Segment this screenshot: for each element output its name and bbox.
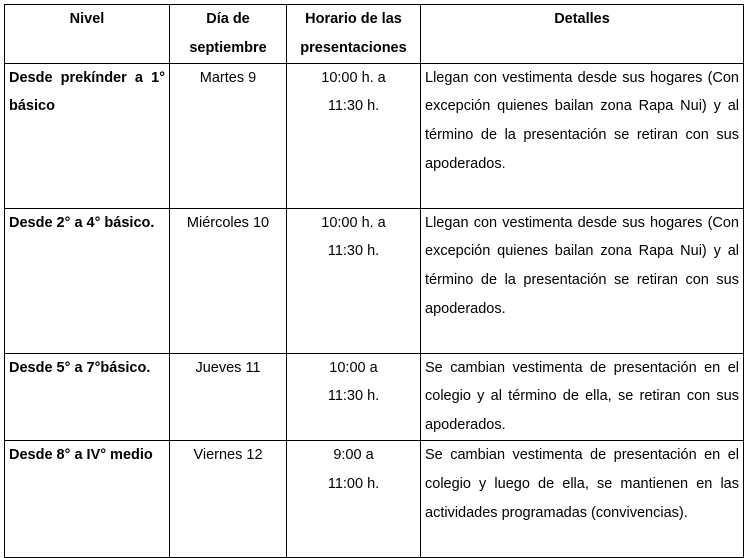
- cell-dia: Jueves 11: [170, 353, 287, 440]
- schedule-table: [4, 4, 744, 558]
- schedule-table-container: [4, 4, 744, 558]
- header-row: [5, 5, 744, 64]
- cell-horario: 10:00 a 11:30 h.: [287, 353, 421, 440]
- cell-detalles: Se cambian vestimenta de presentación en el colegio y al término de ella, se retiran con sus apoderados.: [421, 353, 744, 440]
- header-dia: Día de septiembre: [170, 5, 287, 64]
- cell-nivel: Desde 8° a IV° medio: [5, 440, 170, 557]
- table-row: [5, 353, 744, 440]
- cell-horario: 9:00 a 11:00 h.: [287, 440, 421, 557]
- cell-detalles: Llegan con vestimenta desde sus hogares (Con excepción quienes bailan zona Rapa Nui) y al término de la presentación se retiran con sus apoderados.: [421, 208, 744, 353]
- table-row: [5, 63, 744, 208]
- cell-nivel: Desde prekínder a 1° básico: [5, 63, 170, 208]
- table-row: [5, 208, 744, 353]
- cell-dia: Miércoles 10: [170, 208, 287, 353]
- cell-dia: Viernes 12: [170, 440, 287, 557]
- cell-horario: 10:00 h. a 11:30 h.: [287, 208, 421, 353]
- cell-nivel: Desde 5° a 7°básico.: [5, 353, 170, 440]
- header-nivel: Nivel: [5, 5, 170, 64]
- cell-detalles: Se cambian vestimenta de presentación en el colegio y luego de ella, se mantienen en las actividades programadas (convivencias).: [421, 440, 744, 557]
- cell-horario: 10:00 h. a 11:30 h.: [287, 63, 421, 208]
- cell-dia: Martes 9: [170, 63, 287, 208]
- header-horario: Horario de las presentaciones: [287, 5, 421, 64]
- cell-nivel: Desde 2° a 4° básico.: [5, 208, 170, 353]
- cell-detalles: Llegan con vestimenta desde sus hogares (Con excepción quienes bailan zona Rapa Nui) y al término de la presentación se retiran con sus apoderados.: [421, 63, 744, 208]
- table-row: [5, 440, 744, 557]
- header-detalles: Detalles: [421, 5, 744, 64]
